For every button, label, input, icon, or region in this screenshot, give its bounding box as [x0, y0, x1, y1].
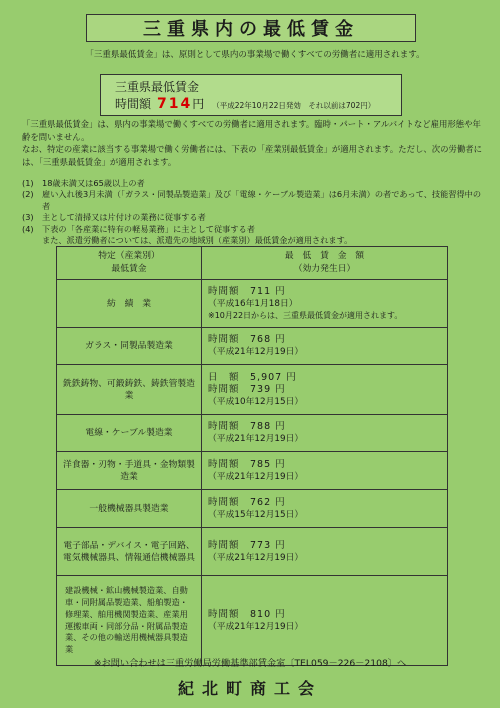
industry-cell: 電線・ケーブル製造業 [57, 415, 202, 452]
exclusion-item [22, 178, 482, 189]
wage-line: （平成15年12月15日） [208, 509, 304, 520]
paragraph: 「三重県最低賃金」は、県内の事業場で働くすべての労働者に適用されます。臨時・パート・アルバイトなど雇用形態や年齢を問いません。 [22, 119, 481, 142]
exclusion-text: また、派遣労働者については、派遣先の地域別（産業別）最低賃金が適用されます。 [42, 235, 353, 246]
minimum-wage-rate [115, 95, 375, 112]
table-row [57, 452, 448, 490]
wage-line: 時間額 739 円 [208, 383, 286, 395]
industry-cell: 電子部品・デバイス・電子回路、電気機械器具、情報通信機械器具 [57, 528, 202, 576]
wage-line: 時間額 810 円 [208, 608, 286, 620]
exclusion-number: (3) [22, 212, 34, 223]
minimum-wage-name: 三重県最低賃金 [115, 80, 200, 94]
exclusion-text: 18歳未満又は65歳以上の者 [42, 178, 145, 188]
exclusion-item [22, 235, 482, 246]
wage-line: （平成10年12月15日） [208, 396, 304, 407]
exclusion-number: (1) [22, 178, 34, 188]
wage-note: ※10月22日からは、三重県最低賃金が適用されます。 [208, 310, 403, 320]
wage-cell [202, 365, 448, 415]
contact-info: ※お問い合わせは三重労働局労働基準部賃金室〔TEL059－226－2108〕へ [93, 658, 407, 669]
table-row [57, 328, 448, 365]
wage-line: （平成21年12月19日） [208, 552, 304, 563]
header-line: 最 低 賃 金 額 [284, 251, 365, 261]
wage-cell [202, 528, 448, 576]
table-row [57, 280, 448, 328]
wage-cell [202, 490, 448, 528]
table-row [57, 576, 448, 666]
industry-cell: 銑鉄鋳物、可鍛鋳鉄、鋳鉄管製造業 [57, 365, 202, 415]
header-wage [202, 247, 448, 280]
wage-cell [202, 576, 448, 666]
minimum-wage-box [100, 74, 402, 116]
header-line: 特定（産業別） [98, 251, 160, 261]
wage-cell [202, 280, 448, 328]
wage-line: 時間額 762 円 [208, 496, 286, 508]
table-row [57, 528, 448, 576]
wage-line: （平成21年12月19日） [208, 347, 304, 357]
wage-cell [202, 328, 448, 365]
industry-cell: 洋食器・刃物・手道具・金物類製造業 [57, 452, 202, 490]
page-title: 三重県内の最低賃金 [86, 14, 416, 42]
wage-line: （平成21年12月19日） [208, 621, 304, 632]
exclusion-text: 下表の「各産業に特有の軽易業務」に主として従事する者 [42, 223, 255, 234]
wage-line: 日 額 5,907 円 [208, 371, 297, 383]
industry-cell: 紡 績 業 [57, 280, 202, 328]
exclusion-number: (2) [22, 189, 34, 200]
wage-line: 時間額 711 円 [208, 285, 286, 297]
exclusion-item [22, 189, 482, 212]
wage-line: （平成21年12月19日） [208, 471, 304, 482]
rate-note: （平成22年10月22日発効 それ以前は702円） [212, 101, 376, 110]
wage-line: （平成21年12月19日） [208, 434, 304, 444]
industry-cell: 一般機械器具製造業 [57, 490, 202, 528]
exclusion-item [22, 224, 482, 235]
rate-unit: 円 [192, 97, 205, 111]
organization-name: 紀北町商工会 [177, 679, 322, 698]
paragraph: なお、特定の産業に該当する事業場で働く労働者には、下表の「産業別最低賃金」が適用されます。ただし、次の労働者には、「三重県最低賃金」が適用されます。 [22, 144, 482, 167]
table-row [57, 415, 448, 452]
table-row [57, 365, 448, 415]
intro-text: 「三重県最低賃金」は、原則として県内の事業場で働くすべての労働者に適用されます。 [85, 50, 425, 60]
wage-line: （平成16年1月18日） [208, 298, 298, 309]
table-header-row [57, 247, 448, 280]
header-line: 最低賃金 [111, 264, 147, 274]
header-industry [57, 247, 202, 280]
exclusion-list [22, 178, 482, 246]
industry-wage-table [56, 246, 448, 666]
wage-cell [202, 452, 448, 490]
exclusion-number [22, 235, 42, 246]
header-line: （効力発生日） [293, 264, 356, 274]
rate-label: 時間額 [115, 97, 152, 111]
wage-line: 時間額 773 円 [208, 539, 286, 551]
wage-line: 時間額 785 円 [208, 458, 286, 470]
exclusion-text: 主として清掃又は片付けの業務に従事する者 [42, 212, 206, 223]
explanation-paragraphs [22, 118, 482, 168]
wage-line: 時間額 788 円 [208, 421, 286, 432]
industry-cell: 建設機械・鉱山機械製造業、自動車・同附属品製造業、船舶製造・修理業、舶用機関製造業、産業用運搬車両・同部分品・附属品製造業、その他の輸送用機械器具製造業 [57, 576, 202, 666]
industry-cell: ガラス・同製品製造業 [57, 328, 202, 365]
wage-line: 時間額 768 円 [208, 334, 286, 345]
exclusion-item [22, 212, 482, 223]
wage-cell [202, 415, 448, 452]
exclusion-text: 雇い入れ後3月未満（「ガラス・同製品製造業」及び「電線・ケーブル製造業」は6月未満）の者であって、技能習得中の者 [42, 189, 482, 211]
table-row [57, 490, 448, 528]
rate-amount: 714 [157, 96, 193, 112]
exclusion-number: (4) [22, 223, 34, 234]
